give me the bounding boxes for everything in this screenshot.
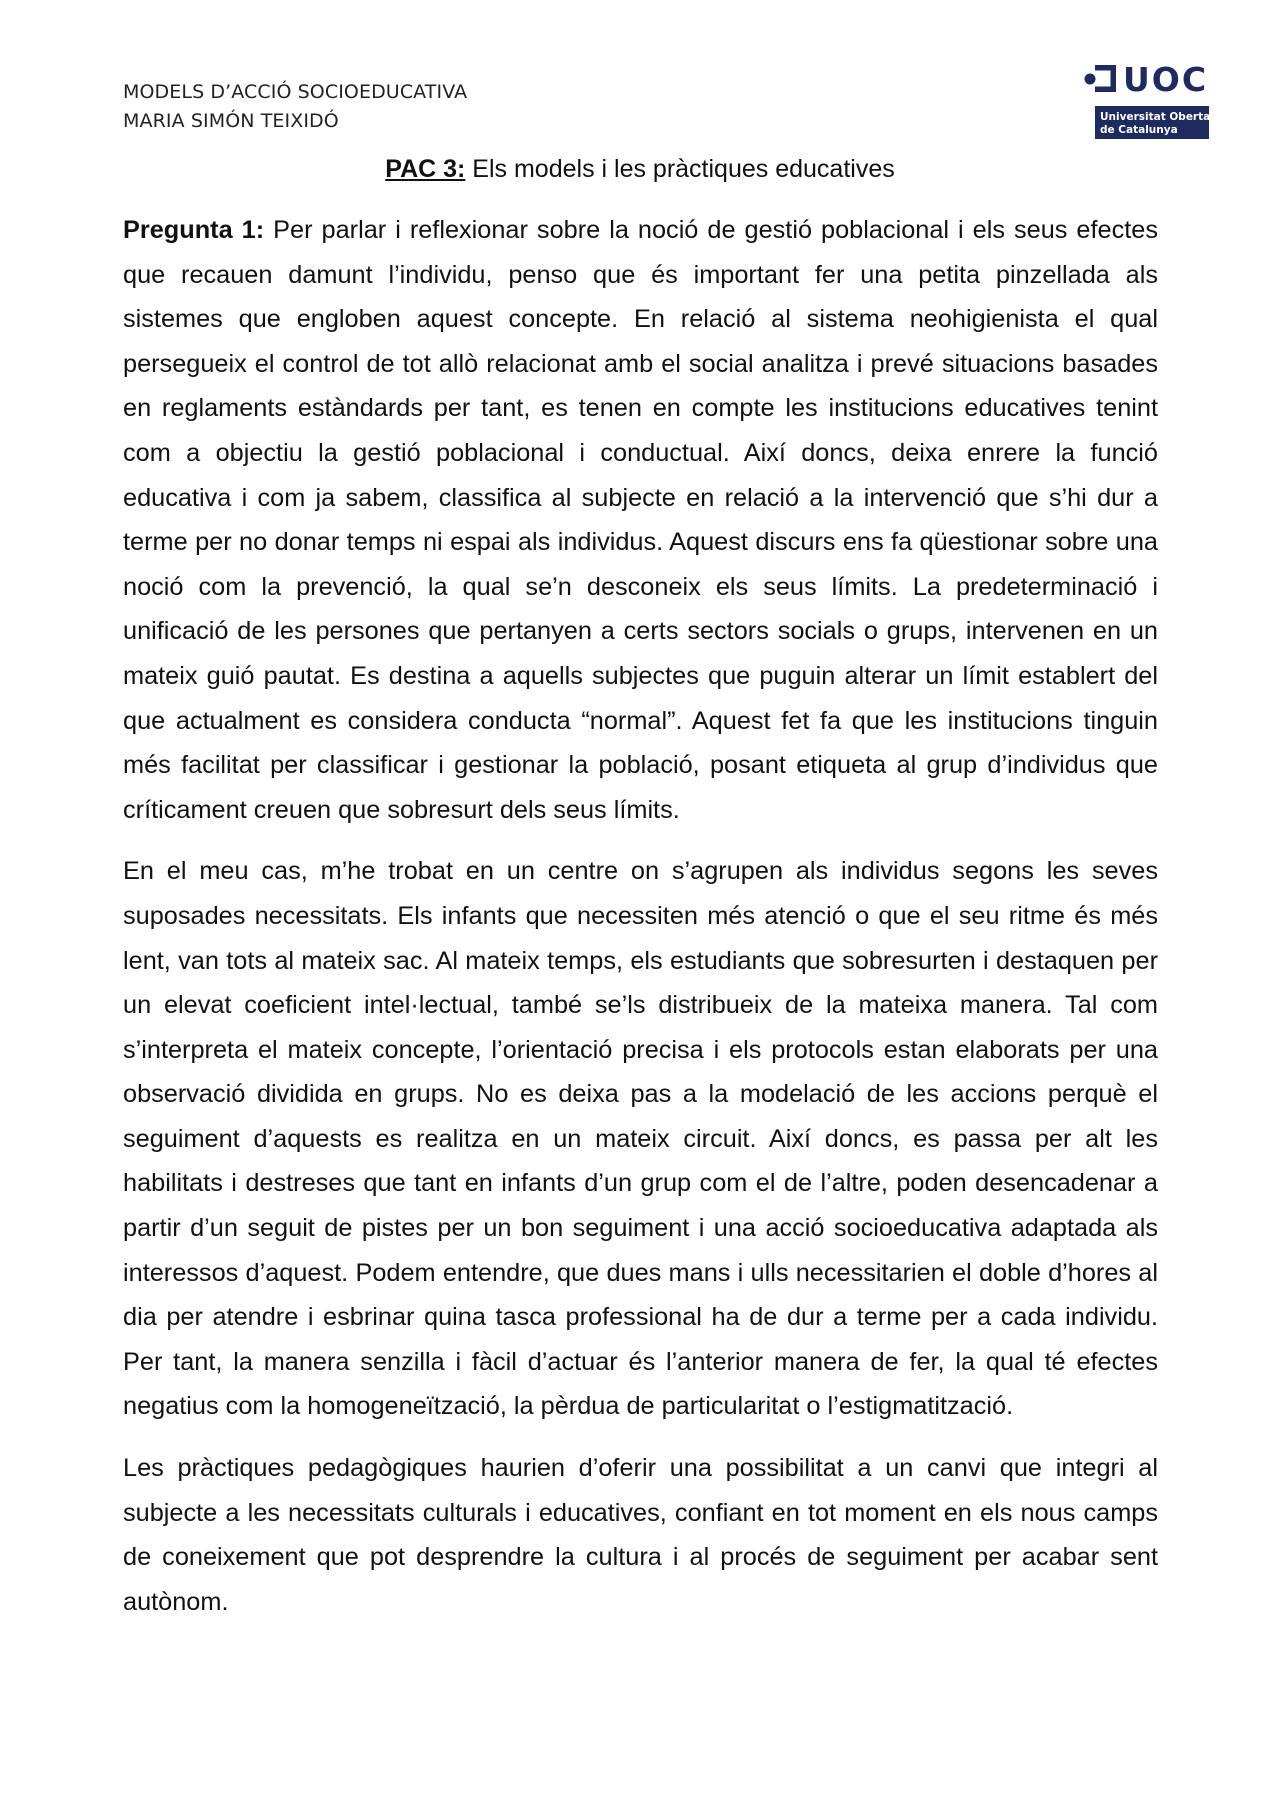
- question-label: Pregunta 1:: [123, 216, 265, 244]
- paragraph-3: Les pràctiques pedagògiques haurien d’oferir una possibilitat a un canvi que integri al subjecte a les necessitats culturals i educatives, confiant en tot moment en els nous camps de coneixement que pot desprendre la cultura i al procés de seguiment per acabar sent autònom.: [123, 1454, 1158, 1616]
- paragraph-1-text: Per parlar i reflexionar sobre la noció de gestió poblacional i els seus efectes que recauen damunt l’individu, penso que és important fer una petita pinzellada als sistemes que engloben aquest concepte. En relació al sistema neohigienista el qual persegueix el control de tot allò relacionat amb el social analitza i prevé situacions basades en reglaments estàndards per tant, es tenen en compte les institucions educatives tenint com a objectiu la gestió poblacional i conductual. Així doncs, deixa enrere la funció educativa i com ja sabem, classifica al subjecte en relació a la intervenció que s’hi dur a terme per no donar temps ni espai als individus. Aquest discurs ens fa qüestionar sobre una noció com la prevenció, la qual se’n desconeix els seus límits. La predeterminació i unificació de les persones que pertanyen a certs sectors socials o grups, intervenen en un mateix guió pautat. Es destina a aquells subjectes que puguin alterar un límit establert del que actualment es considera conducta “normal”. Aquest fet fa que les institucions tinguin més facilitat per classificar i gestionar la població, posant etiqueta al grup d’individus que críticament creuen que sobresurt dels seus límits.: [123, 216, 1158, 824]
- answer-body: [123, 208, 1158, 1641]
- logo-line-1: Universitat Oberta: [1100, 111, 1211, 123]
- uoc-logo: [1083, 62, 1211, 140]
- course-name: MODELS D’ACCIÓ SOCIOEDUCATIVA: [123, 81, 468, 103]
- paragraph-2: En el meu cas, m’he trobat en un centre on s’agrupen als individus segons les seves suposades necessitats. Els infants que necessiten més atenció o que el seu ritme és més lent, van tots al mateix sac. Al mateix temps, els estudiants que sobresurten i destaquen per un elevat coeficient intel·lectual, també se’ls distribueix de la mateixa manera. Tal com s’interpreta el mateix concepte, l’orientació precisa i els protocols estan elaborats per una observació dividida en grups. No es deixa pas a la modelació de les accions perquè el seguiment d’aquests es realitza en un mateix circuit. Així doncs, es passa per alt les habilitats i destreses que tant en infants d’un grup com el de l’altre, poden desencadenar a partir d’un seguit de pistes per un bon seguiment i una acció socioeducativa adaptada als interessos d’aquest. Podem entendre, que dues mans i ulls necessitarien el doble d’hores al dia per atendre i esbrinar quina tasca professional ha de dur a terme per a cada individu. Per tant, la manera senzilla i fàcil d’actuar és l’anterior manera de fer, la qual té efectes negatius com la homogeneïtzació, la pèrdua de particularitat o l’estigmatització.: [123, 857, 1158, 1421]
- title-text: Els models i les pràctiques educatives: [465, 155, 895, 183]
- page-title: [0, 152, 1280, 186]
- logo-wordmark: UOC: [1123, 62, 1209, 99]
- title-label: PAC 3:: [385, 155, 466, 183]
- logo-line-2: de Catalunya: [1100, 124, 1178, 136]
- author-name: MARIA SIMÓN TEIXIDÓ: [123, 110, 339, 132]
- paragraph-1: [123, 208, 1158, 832]
- running-header: [123, 78, 467, 136]
